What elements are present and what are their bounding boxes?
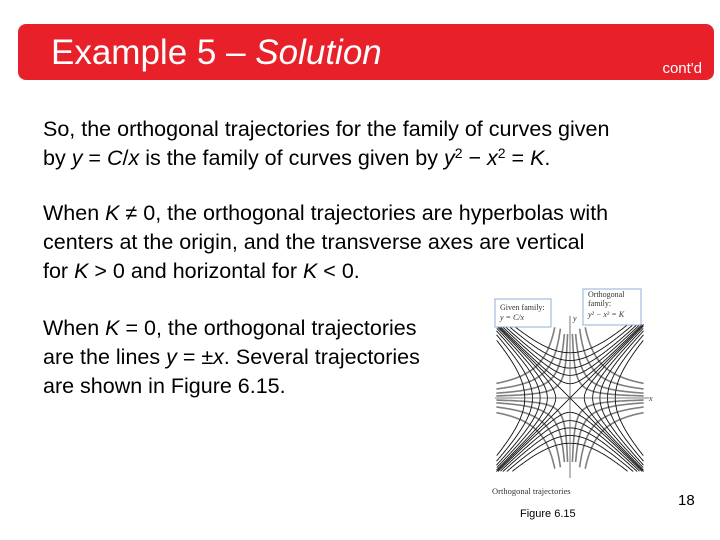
title-main: Example 5 – — [51, 33, 256, 72]
paragraph-2 — [43, 199, 608, 286]
y-axis-label: y — [573, 314, 577, 323]
title-italic: Solution — [255, 33, 382, 72]
p3-line1: When K = 0, the orthogonal trajectories — [43, 316, 417, 340]
p3-line3: are shown in Figure 6.15. — [43, 374, 286, 398]
p2-line3: for K > 0 and horizontal for K < 0. — [43, 259, 360, 283]
given-family-label: Given family: — [500, 303, 545, 312]
paragraph-3 — [43, 314, 420, 401]
orthogonal-family-label-1: Orthogonal — [588, 290, 625, 299]
page-number: 18 — [678, 492, 695, 509]
p2-line2: centers at the origin, and the transverse axes are vertical — [43, 230, 585, 254]
p3-line2: are the lines y = ±x. Several trajectories — [43, 345, 420, 369]
figure-number: Figure 6.15 — [520, 508, 576, 520]
figure-caption: Orthogonal trajectories — [492, 486, 571, 496]
orthogonal-family-label-2: family: — [588, 299, 612, 308]
slide-title — [51, 32, 382, 74]
continued-label: cont'd — [662, 60, 702, 77]
p2-line1: When K ≠ 0, the orthogonal trajectories are hyperbolas with — [43, 201, 609, 225]
p1-line2: by y = C/x is the family of curves given by $y^2 - x^2 = K$. — [43, 145, 551, 170]
paragraph-1 — [43, 115, 609, 173]
orthogonal-family-equation: y² − x² = K — [588, 310, 625, 319]
figure-6-15 — [487, 286, 657, 516]
title-bar — [18, 24, 714, 80]
p1-line1: So, the orthogonal trajectories for the family of curves given — [43, 117, 610, 141]
x-axis-label: x — [649, 394, 653, 403]
given-family-equation: y = C/x — [500, 313, 525, 322]
